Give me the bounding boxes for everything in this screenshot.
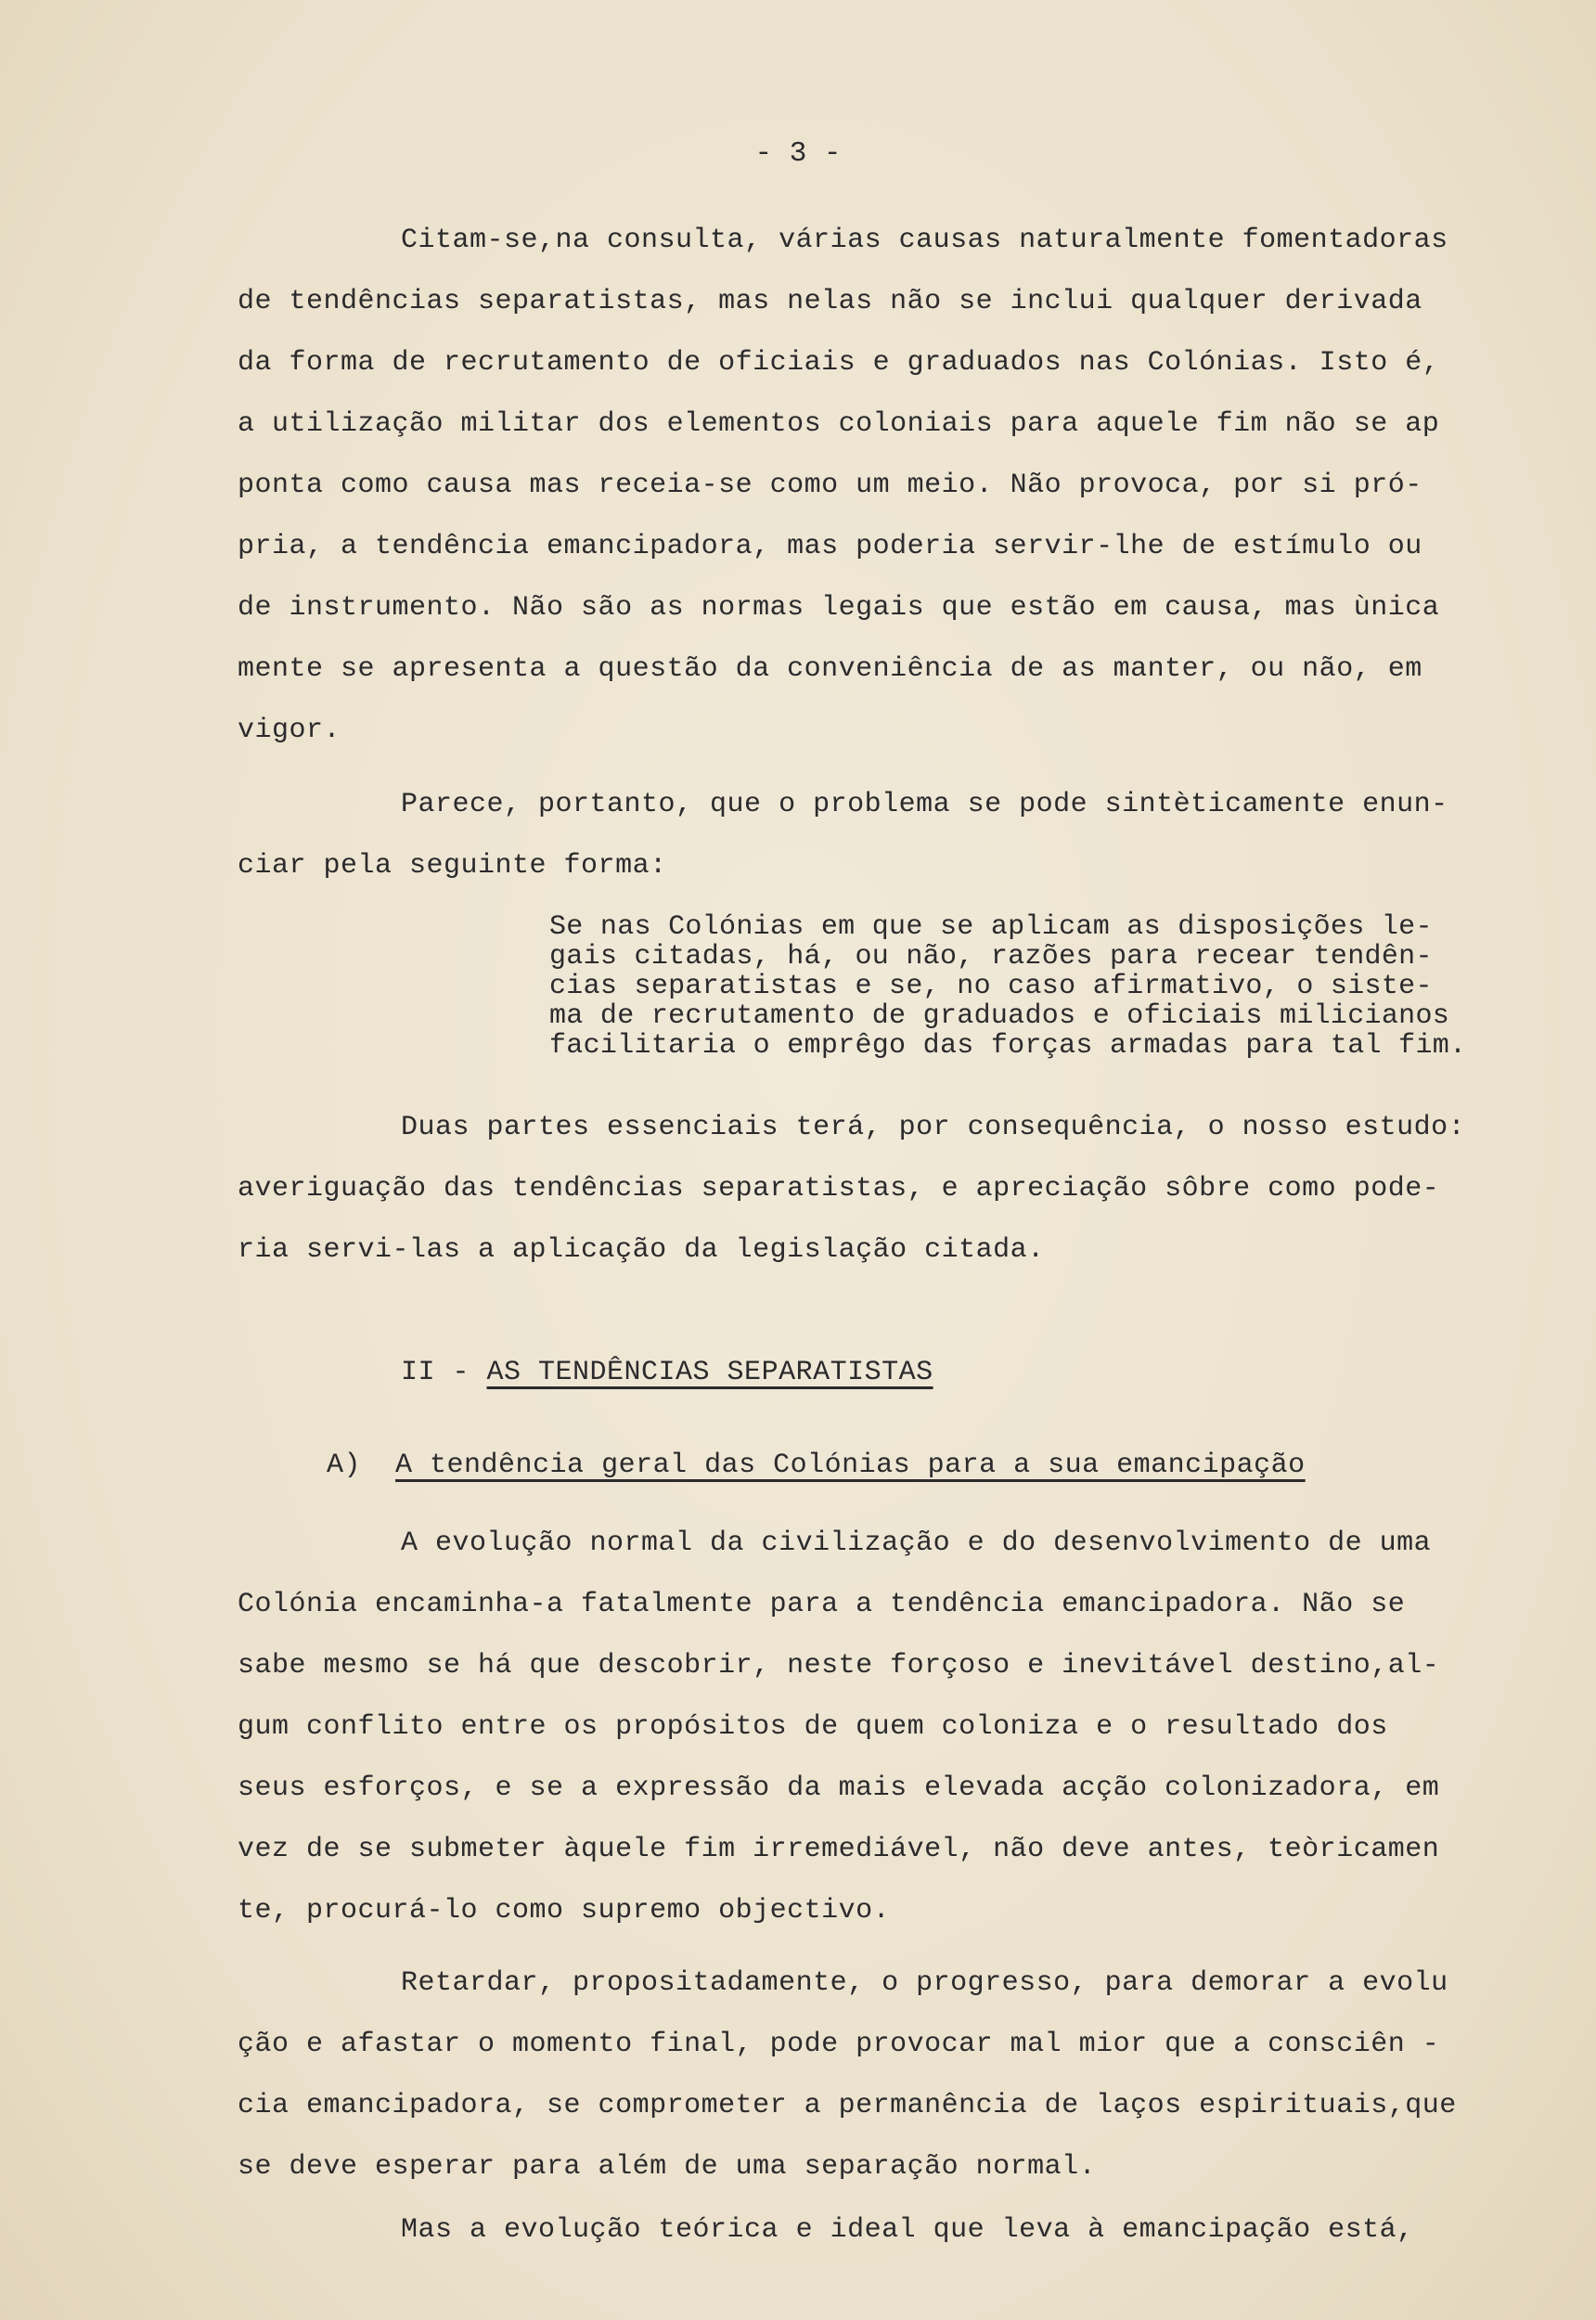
text-line: cia emancipadora, se comprometer a permanência de laços espirituais,que <box>238 2090 1457 2121</box>
quote-line: Se nas Colónias em que se aplicam as disposições le- <box>549 911 1433 943</box>
quote-line: ma de recrutamento de graduados e oficiais milicianos <box>549 1000 1450 1032</box>
section-title: AS TENDÊNCIAS SEPARATISTAS <box>486 1357 933 1388</box>
text-line: Parece, portanto, que o problema se pode sintèticamente enun- <box>401 789 1448 820</box>
text-line: Colónia encaminha-a fatalmente para a tendência emancipadora. Não se <box>238 1589 1406 1620</box>
text-line: de instrumento. Não são as normas legais que estão em causa, mas ùnica <box>238 592 1440 624</box>
section-prefix: II - <box>401 1357 487 1388</box>
text-line: vigor. <box>238 715 341 746</box>
text-line: ção e afastar o momento final, pode provocar mal mior que a consciên - <box>238 2029 1440 2060</box>
text-line: gum conflito entre os propósitos de quem coloniza e o resultado dos <box>238 1711 1388 1743</box>
text-line: mente se apresenta a questão da conveniência de as manter, ou não, em <box>238 653 1422 685</box>
text-line: seus esforços, e se a expressão da mais elevada acção colonizadora, em <box>238 1772 1440 1804</box>
text-line: vez de se submeter àquele fim irremediável, não deve antes, teòricamen <box>238 1834 1440 1865</box>
text-line: ciar pela seguinte forma: <box>238 850 667 882</box>
text-line: Duas partes essenciais terá, por consequência, o nosso estudo: <box>401 1112 1466 1143</box>
text-line: averiguação das tendências separatistas, e apreciação sôbre como pode- <box>238 1173 1440 1205</box>
text-line: ria servi-las a aplicação da legislação citada. <box>238 1234 1045 1266</box>
page-number: - 3 - <box>754 137 842 170</box>
subsection-heading <box>327 1450 1596 1481</box>
text-line: te, procurá-lo como supremo objectivo. <box>238 1895 891 1927</box>
text-line: de tendências separatistas, mas nelas não se inclui qualquer derivada <box>238 286 1422 317</box>
quote-line: facilitaria o emprêgo das forças armadas para tal fim. <box>549 1030 1467 1062</box>
text-line: Citam-se,na consulta, várias causas naturalmente fomentadoras <box>401 225 1448 256</box>
text-line: ponta como causa mas receia-se como um meio. Não provoca, por si pró- <box>238 470 1422 501</box>
text-line: sabe mesmo se há que descobrir, neste forçoso e inevitável destino,al- <box>238 1650 1440 1682</box>
text-line: A evolução normal da civilização e do desenvolvimento de uma <box>401 1527 1432 1559</box>
text-line: da forma de recrutamento de oficiais e graduados nas Colónias. Isto é, <box>238 347 1440 379</box>
quote-line: gais citadas, há, ou não, razões para recear tendên- <box>549 941 1433 973</box>
text-line: se deve esperar para além de uma separação normal. <box>238 2151 1097 2183</box>
subsection-prefix: A) <box>327 1450 362 1481</box>
text-line: a utilização militar dos elementos coloniais para aquele fim não se ap <box>238 408 1440 440</box>
text-line: Mas a evolução teórica e ideal que leva à emancipação está, <box>401 2214 1414 2246</box>
text-line: pria, a tendência emancipadora, mas poderia servir-lhe de estímulo ou <box>238 531 1422 562</box>
quote-line: cias separatistas e se, no caso afirmativo, o siste- <box>549 971 1433 1002</box>
section-heading <box>401 1357 1596 1388</box>
subsection-title: A tendência geral das Colónias para a sua emancipação <box>395 1450 1306 1481</box>
text-line: Retardar, propositadamente, o progresso, para demorar a evolu <box>401 1967 1448 1999</box>
